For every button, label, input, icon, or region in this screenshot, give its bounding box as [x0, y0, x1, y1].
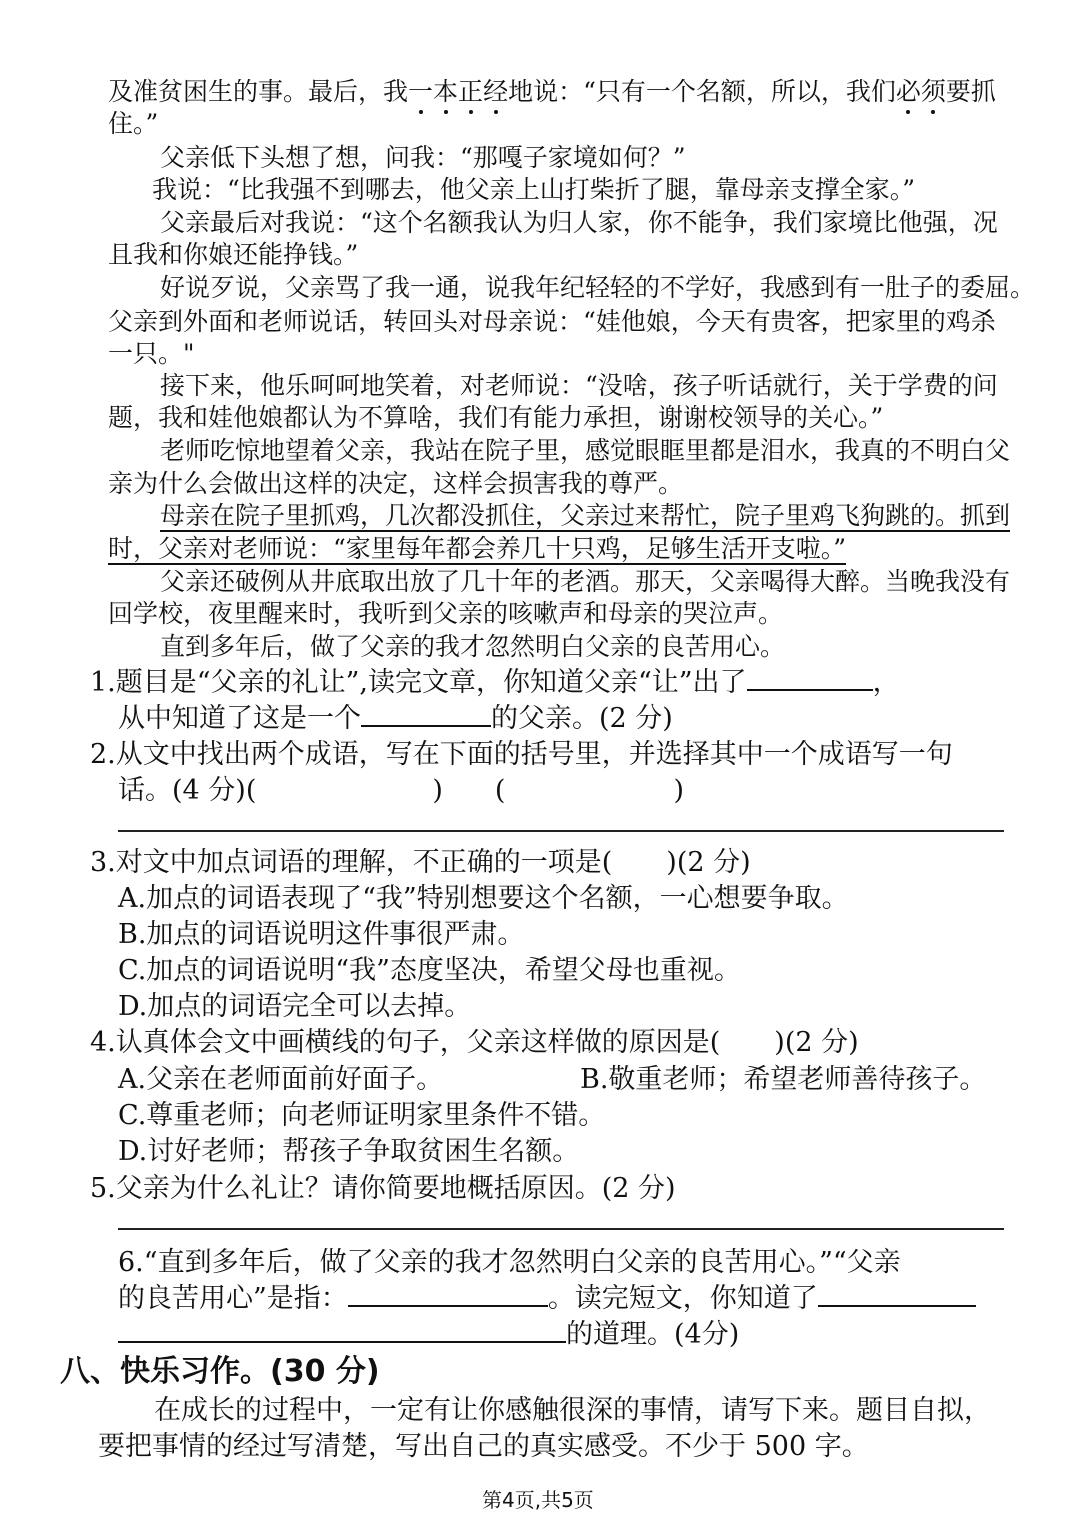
question-6-line-1: 6.“直到多年后，做了父亲的我才忽然明白父亲的良苦用心。”“父亲 — [118, 1247, 901, 1278]
underlined-sentence-line-2 — [108, 529, 846, 565]
page-number: 第4页,共5页 — [482, 1488, 594, 1512]
question-3-option-b: B.加点的词语说明这件事很严肃。 — [118, 919, 525, 950]
emphasis-char: 一 — [408, 77, 434, 106]
question-text: ， — [872, 667, 900, 698]
question-text: 从中知道了这是一个 — [118, 703, 361, 734]
question-1-line-2 — [118, 696, 673, 735]
emphasis-char: 正 — [458, 77, 484, 106]
passage-line-12: 老师吃惊地望着父亲，我站在院子里，感觉眼眶里都是泪水，我真的不明白父 — [160, 436, 1011, 465]
passage-line-7: 好说歹说，父亲骂了我一通，说我年纪轻轻的不学好，我感到有一肚子的委屈。 — [160, 273, 1036, 302]
passage-line-17: 回学校，夜里醒来时，我听到父亲的咳嗽声和母亲的哭泣声。 — [108, 599, 784, 628]
passage-text: 及准贫困生的事。最后，我 — [108, 77, 409, 106]
question-text: 的道理。(4分) — [566, 1319, 740, 1350]
answer-blank[interactable] — [348, 1283, 548, 1307]
passage-line-6: 且我和你娘还能挣钱。” — [108, 240, 359, 269]
underlined-text: 母亲在院子里抓鸡，几次都没抓住，父亲过来帮忙，院子里鸡飞狗跳的。抓到 — [160, 501, 1011, 530]
question-5: 5.父亲为什么礼让？请你简要地概括原因。(2 分) — [90, 1173, 676, 1204]
emphasis-char: 本 — [433, 77, 459, 106]
passage-line-10: 接下来，他乐呵呵地笑着，对老师说：“没啥，孩子听话就行，关于学费的问 — [160, 371, 998, 400]
passage-line-13: 亲为什么会做出这样的决定，这样会损害我的尊严。 — [108, 469, 684, 498]
section-8-prompt-line-2: 要把事情的经过写清楚，写出自己的真实感受。不少于 500 字。 — [98, 1431, 869, 1462]
passage-line-9: 一只。" — [108, 339, 195, 368]
question-2-line-2 — [118, 768, 684, 807]
answer-blank[interactable] — [361, 703, 491, 727]
question-2-line-1: 2.从文中找出两个成语，写在下面的括号里，并选择其中一个成语写一句 — [90, 739, 953, 770]
emphasis-char: 须 — [920, 77, 946, 106]
question-text: 话。(4 分)( — [118, 775, 257, 806]
section-8-heading: 八、快乐习作。(30 分) — [60, 1354, 380, 1389]
question-3-option-c: C.加点的词语说明“我”态度坚决，希望父母也重视。 — [118, 955, 741, 986]
passage-line-3: 父亲低下头想了想，问我：“那嘎子家境如何？” — [160, 143, 686, 172]
answer-line-q5[interactable] — [118, 1228, 1004, 1230]
passage-line-11: 题，我和娃他娘都认为不算啥，我们有能力承担，谢谢校领导的关心。” — [108, 403, 884, 432]
emphasis-char: 经 — [483, 77, 509, 106]
question-1-line-1 — [90, 660, 900, 699]
question-4-option-b: B.敬重老师；希望老师善待孩子。 — [580, 1064, 987, 1095]
question-text: ( — [494, 775, 506, 806]
question-3-option-a: A.加点的词语表现了“我”特别想要这个名额，一心想要争取。 — [118, 883, 849, 914]
question-text: 的良苦用心”是指： — [118, 1283, 348, 1314]
underlined-text: 时，父亲对老师说：“家里每年都会养几十只鸡，足够生活开支啦。” — [108, 534, 847, 563]
question-3-option-d: D.加点的词语完全可以去掉。 — [118, 991, 472, 1022]
emphasis-char: 必 — [895, 77, 921, 106]
question-text: 1.题目是“父亲的礼让”,读完文章，你知道父亲“让”出了 — [90, 667, 747, 698]
question-3: 3.对文中加点词语的理解，不正确的一项是( )(2 分) — [90, 847, 751, 878]
question-4: 4.认真体会文中画横线的句子，父亲这样做的原因是( )(2 分) — [90, 1027, 859, 1058]
passage-line-4: 我说：“比我强不到哪去，他父亲上山打柴折了腿，靠母亲支撑全家。” — [152, 175, 916, 204]
passage-line-16: 父亲还破例从井底取出放了几十年的老酒。那天，父亲喝得大醉。当晚我没有 — [160, 567, 1011, 596]
passage-line-1 — [108, 72, 996, 108]
question-text: ) — [432, 775, 443, 806]
section-8-prompt-line-1: 在成长的过程中，一定有让你感触很深的事情，请写下来。题目自拟， — [154, 1395, 991, 1426]
question-4-option-a: A.父亲在老师面前好面子。 — [118, 1064, 444, 1095]
answer-line-q2[interactable] — [118, 830, 1004, 832]
answer-blank[interactable] — [118, 1319, 566, 1343]
passage-line-5: 父亲最后对我说：“这个名额我认为归人家，你不能争，我们家境比他强，况 — [160, 208, 998, 237]
question-text: 。读完短文，你知道了 — [547, 1283, 818, 1314]
answer-blank[interactable] — [747, 667, 873, 691]
question-4-option-c: C.尊重老师；向老师证明家里条件不错。 — [118, 1100, 606, 1131]
passage-text: 地说：“只有一个名额，所以，我们 — [508, 77, 896, 106]
question-text: 的父亲。(2 分) — [491, 703, 673, 734]
passage-line-8: 父亲到外面和老师说话，转回头对母亲说：“娃他娘，今天有贵客，把家里的鸡杀 — [108, 307, 996, 336]
underlined-sentence-line-1 — [108, 496, 1010, 532]
answer-blank[interactable] — [818, 1283, 976, 1307]
passage-line-18: 直到多年后，做了父亲的我才忽然明白父亲的良苦用心。 — [160, 632, 786, 661]
passage-text: 要抓 — [945, 77, 996, 106]
question-6-line-2 — [118, 1276, 976, 1315]
passage-line-2: 住。” — [108, 109, 159, 138]
question-text: ) — [673, 775, 685, 806]
question-4-option-d: D.讨好老师；帮孩子争取贫困生名额。 — [118, 1136, 580, 1167]
